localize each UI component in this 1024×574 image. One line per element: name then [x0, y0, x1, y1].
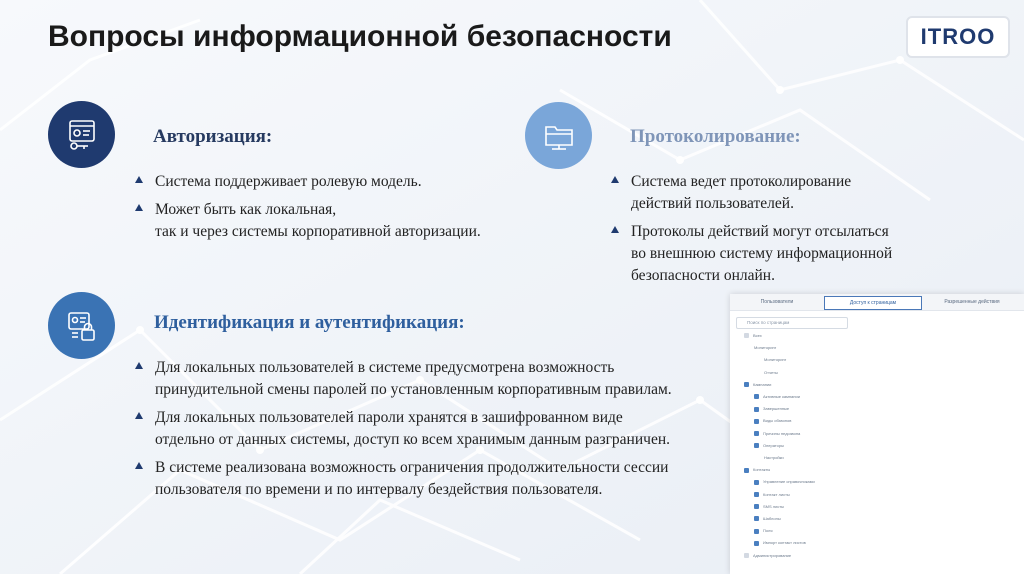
- tree-checkbox[interactable]: [754, 394, 759, 399]
- tree-checkbox[interactable]: [754, 419, 759, 424]
- bullet-text: Протоколы действий могут отсылаться во внешнюю систему информационной безопасности онлайн.: [631, 223, 893, 284]
- tree-node[interactable]: [754, 515, 781, 523]
- tree-checkbox[interactable]: [754, 407, 759, 412]
- section-heading-identification: Идентификация и аутентификация:: [154, 312, 465, 333]
- tree-checkbox[interactable]: [754, 541, 759, 546]
- tree-checkbox[interactable]: [744, 553, 749, 558]
- section-heading-authorization: Авторизация:: [153, 126, 273, 147]
- tree-node-label: Мониторинг: [764, 357, 787, 363]
- identification-list: [130, 357, 730, 507]
- bullet-text: Для локальных пользователей пароли хранятся в зашифрованном виде отдельно от данных системы, доступ ко всем хранимым данным разграничен.: [155, 409, 670, 448]
- tree-node[interactable]: [744, 552, 791, 560]
- bullet-marker: [135, 176, 143, 183]
- tree-node-label: Мониторинг: [754, 345, 777, 351]
- bullet-text: Может быть как локальная, так и через системы корпоративной авторизации.: [155, 201, 481, 240]
- tree-node[interactable]: [744, 381, 771, 389]
- bullet-marker: [611, 176, 619, 183]
- tab-page-access[interactable]: Доступ к страницам: [824, 296, 922, 310]
- tab-users[interactable]: Пользователи: [760, 299, 794, 305]
- tree-node-label: Управление справочниками: [763, 479, 815, 485]
- tree-node-label: Администрирование: [753, 552, 792, 558]
- tab-allowed-actions[interactable]: Разрешенные действия: [944, 299, 1000, 305]
- bullet-text: В системе реализована возможность ограничения продолжительности сессии пользователя по времени и по интервалу бездействия пользователя.: [155, 459, 669, 498]
- tree-checkbox[interactable]: [754, 516, 759, 521]
- tree-node-label: Отчеты: [764, 369, 778, 375]
- tree-node[interactable]: [764, 454, 784, 462]
- tree-node-label: SMS листы: [763, 503, 785, 509]
- tree-node-label: Операторы: [763, 442, 784, 448]
- logging-list: [606, 171, 936, 293]
- tree-node-label: Настройки: [764, 455, 784, 460]
- list-item: [130, 199, 510, 243]
- tree-node-label: Виды обзвонов: [763, 418, 792, 424]
- list-item: [130, 457, 730, 501]
- bullet-marker: [611, 226, 619, 233]
- tree-checkbox[interactable]: [754, 529, 759, 534]
- tree-node[interactable]: [754, 478, 815, 486]
- access-settings-screenshot: [730, 294, 1024, 574]
- tree-checkbox[interactable]: [744, 468, 749, 473]
- id-card-lock-icon: [48, 292, 115, 359]
- bullet-marker: [135, 362, 143, 369]
- bullet-marker: [135, 462, 143, 469]
- tree-node[interactable]: [754, 393, 800, 401]
- tree-checkbox[interactable]: [754, 443, 759, 448]
- access-tabs: [730, 294, 1024, 311]
- tree-checkbox[interactable]: [754, 504, 759, 509]
- tree-node-label: Причины недозвона: [763, 430, 801, 436]
- tree-checkbox[interactable]: [754, 492, 759, 497]
- tree-node[interactable]: [754, 405, 789, 413]
- bullet-text: Для локальных пользователей в системе предусмотрена возможность принудительной смены паролей по установленным корпоративным правилам.: [155, 359, 672, 398]
- tree-node-label: Контакт листы: [763, 491, 790, 497]
- tree-node[interactable]: [754, 539, 806, 547]
- list-item: [130, 357, 730, 401]
- section-heading-logging: Протоколирование:: [630, 126, 801, 147]
- list-item: [130, 407, 730, 451]
- tree-node[interactable]: [754, 442, 784, 450]
- tree-node-label: Контакты: [753, 467, 771, 473]
- auth-panel-key-icon: [48, 101, 115, 168]
- tree-node-label: Импорт контакт листов: [763, 540, 806, 546]
- bullet-marker: [135, 412, 143, 419]
- tree-node[interactable]: [754, 527, 773, 535]
- bullet-text: Система поддерживает ролевую модель.: [155, 173, 422, 190]
- tree-checkbox[interactable]: [744, 382, 749, 387]
- tree-node-label: Кампании: [753, 381, 772, 387]
- bullet-text: Система ведет протоколирование действий пользователей.: [631, 173, 852, 212]
- tree-node[interactable]: [754, 430, 800, 438]
- list-item: [130, 171, 510, 193]
- folder-log-icon: [525, 102, 592, 169]
- list-item: [606, 221, 936, 287]
- tree-node[interactable]: [754, 491, 790, 499]
- tree-node[interactable]: [764, 356, 786, 364]
- page-search-input[interactable]: Поиск по страницам: [736, 317, 848, 329]
- page-title: Вопросы информационной безопасности: [48, 20, 672, 53]
- tree-node[interactable]: [754, 344, 776, 352]
- tree-node[interactable]: [744, 332, 762, 340]
- tree-node[interactable]: [754, 503, 784, 511]
- itroo-logo: ITROO: [906, 16, 1010, 58]
- authorization-list: [130, 171, 510, 249]
- tree-node-label: Активные кампании: [763, 394, 800, 399]
- tree-node[interactable]: [754, 417, 791, 425]
- tree-checkbox[interactable]: [754, 480, 759, 485]
- tree-checkbox[interactable]: [754, 431, 759, 436]
- tree-checkbox[interactable]: [744, 333, 749, 338]
- list-item: [606, 171, 936, 215]
- tree-node-label: Шаблоны: [763, 516, 781, 521]
- tree-node-label: Завершенные: [763, 406, 790, 412]
- tree-node-label: Поля: [763, 528, 773, 534]
- tree-node[interactable]: [744, 466, 770, 474]
- bullet-marker: [135, 204, 143, 211]
- tree-node[interactable]: [764, 369, 778, 377]
- tree-node-label: Всех: [753, 333, 762, 338]
